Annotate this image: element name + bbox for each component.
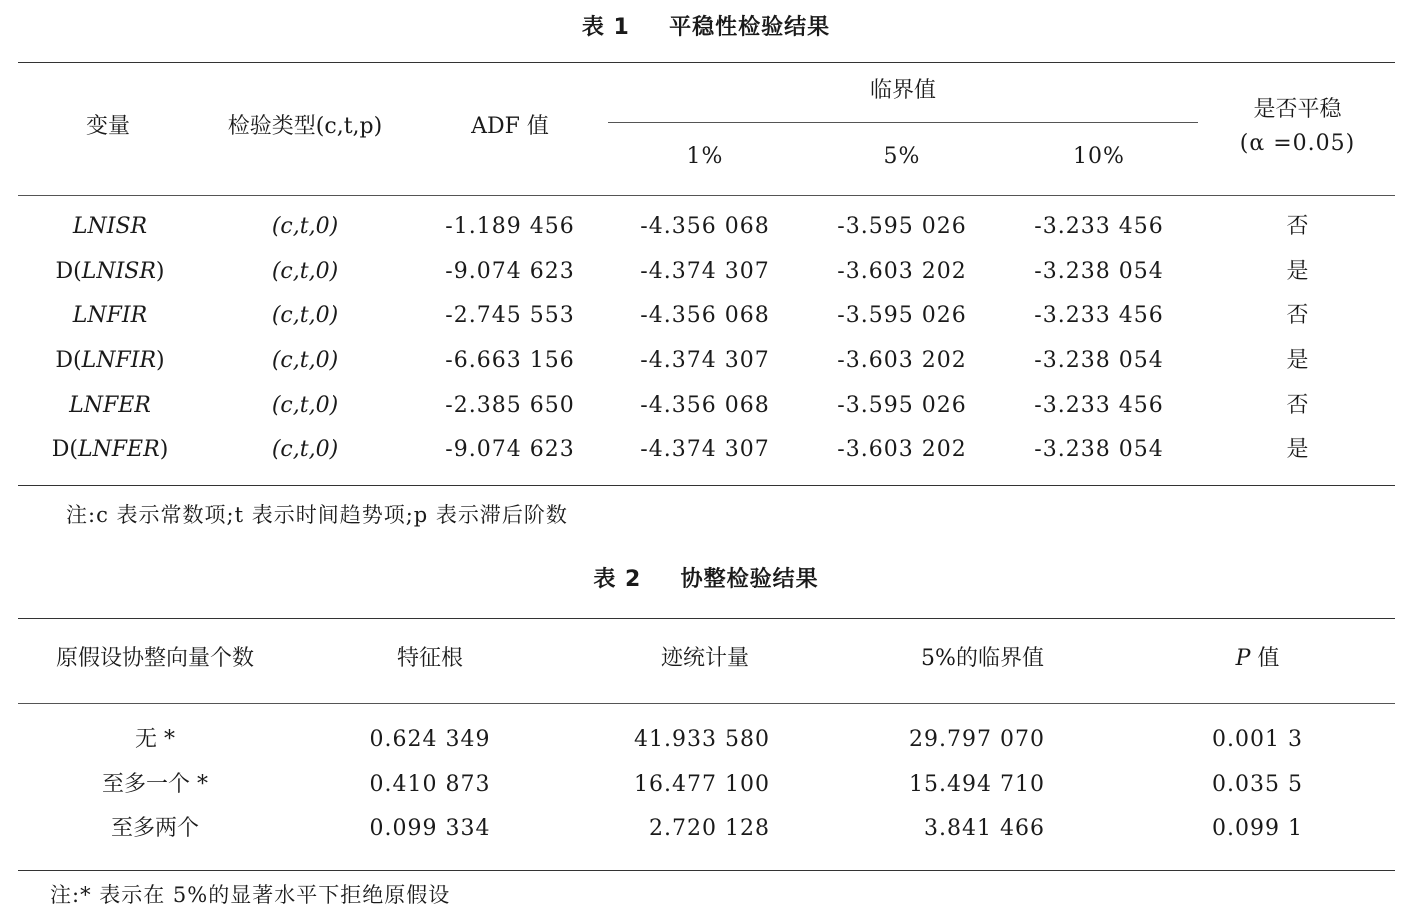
- row-cv1: -4.356 068: [640, 303, 770, 328]
- row-adf: -2.745 553: [445, 303, 575, 328]
- row-critical-5pct: 15.494 710: [909, 772, 1045, 797]
- row-stationary: 否: [1286, 303, 1309, 328]
- row-adf: -1.189 456: [445, 214, 575, 239]
- row-variable: LNISR: [72, 214, 148, 239]
- table1-caption-title: 平稳性检验结果: [669, 15, 831, 40]
- table1-note: 注:c 表示常数项;t 表示时间趋势项;p 表示滞后阶数: [66, 503, 568, 527]
- table1-caption: [0, 10, 1412, 41]
- row-cv5: -3.595 026: [837, 303, 967, 328]
- row-stationary: 是: [1286, 259, 1309, 284]
- row-adf: -9.074 623: [445, 437, 575, 462]
- row-hypothesis: 无 *: [135, 727, 175, 752]
- table1-header-rule: [18, 195, 1395, 196]
- row-cv10: -3.238 054: [1034, 437, 1164, 462]
- row-variable: LNFER: [69, 393, 151, 418]
- row-variable-name: LNFIR: [81, 348, 157, 373]
- row-trace-stat: 41.933 580: [634, 727, 770, 752]
- row-cv10: -3.238 054: [1034, 259, 1164, 284]
- row-cv10: -3.238 054: [1034, 348, 1164, 373]
- header-eigenvalue: 特征根: [396, 646, 463, 671]
- row-cv10: -3.233 456: [1034, 303, 1164, 328]
- row-cv5: -3.595 026: [837, 393, 967, 418]
- row-stationary: 是: [1286, 348, 1309, 373]
- row-cv10: -3.233 456: [1034, 393, 1164, 418]
- row-test-type: (c,t,0): [271, 303, 339, 328]
- row-test-type: (c,t,0): [271, 348, 339, 373]
- row-cv1: -4.356 068: [640, 393, 770, 418]
- row-p-value: 0.035 5: [1212, 772, 1303, 797]
- header-test-type: 检验类型(c,t,p): [227, 114, 383, 139]
- row-cv5: -3.603 202: [837, 437, 967, 462]
- row-stationary: 否: [1286, 393, 1309, 418]
- header-cv-10pct: 10%: [1073, 144, 1125, 169]
- row-variable-name: LNFER: [77, 437, 160, 462]
- row-eigenvalue: 0.410 873: [369, 772, 491, 797]
- row-variable: D(LNFIR): [55, 348, 165, 373]
- row-cv1: -4.356 068: [640, 214, 770, 239]
- table2-caption-title: 协整检验结果: [680, 567, 819, 592]
- table2-note: 注:* 表示在 5%的显著水平下拒绝原假设: [50, 883, 451, 907]
- header-variable: 变量: [85, 114, 130, 139]
- header-trace-stat: 迹统计量: [660, 646, 749, 671]
- header-critical-values: 临界值: [869, 78, 936, 103]
- row-test-type: (c,t,0): [271, 259, 339, 284]
- row-p-value: 0.001 3: [1212, 727, 1303, 752]
- row-test-type: (c,t,0): [271, 393, 339, 418]
- row-variable: D(LNISR): [55, 259, 165, 284]
- row-cv1: -4.374 307: [640, 437, 770, 462]
- row-adf: -2.385 650: [445, 393, 575, 418]
- header-cv-5pct: 5%: [883, 144, 921, 169]
- row-p-value: 0.099 1: [1212, 816, 1303, 841]
- row-critical-5pct: 3.841 466: [924, 816, 1045, 841]
- table1-bottom-rule: [18, 485, 1395, 486]
- row-adf: -6.663 156: [445, 348, 575, 373]
- row-test-type: (c,t,0): [271, 437, 339, 462]
- critical-values-underline: [608, 122, 1198, 123]
- row-eigenvalue: 0.624 349: [369, 727, 491, 752]
- table1-caption-number: 表 1: [581, 15, 630, 40]
- row-stationary: 否: [1286, 214, 1309, 239]
- row-variable-name: LNISR: [81, 259, 156, 284]
- header-stationary: 是否平稳: [1253, 97, 1342, 122]
- row-hypothesis: 至多两个: [110, 816, 199, 841]
- row-eigenvalue: 0.099 334: [369, 816, 491, 841]
- row-cv1: -4.374 307: [640, 259, 770, 284]
- row-cv5: -3.603 202: [837, 259, 967, 284]
- table2-top-rule: [18, 618, 1395, 619]
- header-alpha: (α =0.05): [1239, 131, 1356, 156]
- table2-header-rule: [18, 703, 1395, 704]
- row-cv10: -3.233 456: [1034, 214, 1164, 239]
- row-stationary: 是: [1286, 437, 1309, 462]
- row-cv1: -4.374 307: [640, 348, 770, 373]
- row-variable: LNFIR: [72, 303, 148, 328]
- table2-caption-number: 表 2: [593, 567, 642, 592]
- table1-top-rule: [18, 62, 1395, 63]
- table2-caption: [0, 562, 1412, 593]
- row-adf: -9.074 623: [445, 259, 575, 284]
- table2-bottom-rule: [18, 870, 1395, 871]
- row-cv5: -3.603 202: [837, 348, 967, 373]
- row-critical-5pct: 29.797 070: [909, 727, 1045, 752]
- row-cv5: -3.595 026: [837, 214, 967, 239]
- row-test-type: (c,t,0): [271, 214, 339, 239]
- header-hypothesis: 原假设协整向量个数: [55, 646, 254, 671]
- header-p-value: P 值: [1235, 646, 1280, 671]
- row-variable: D(LNFER): [51, 437, 169, 462]
- header-critical-5pct: 5%的临界值: [921, 646, 1044, 671]
- row-hypothesis: 至多一个 *: [102, 772, 208, 797]
- header-adf: ADF 值: [471, 114, 549, 139]
- header-cv-1pct: 1%: [686, 144, 724, 169]
- row-trace-stat: 16.477 100: [634, 772, 770, 797]
- row-trace-stat: 2.720 128: [649, 816, 770, 841]
